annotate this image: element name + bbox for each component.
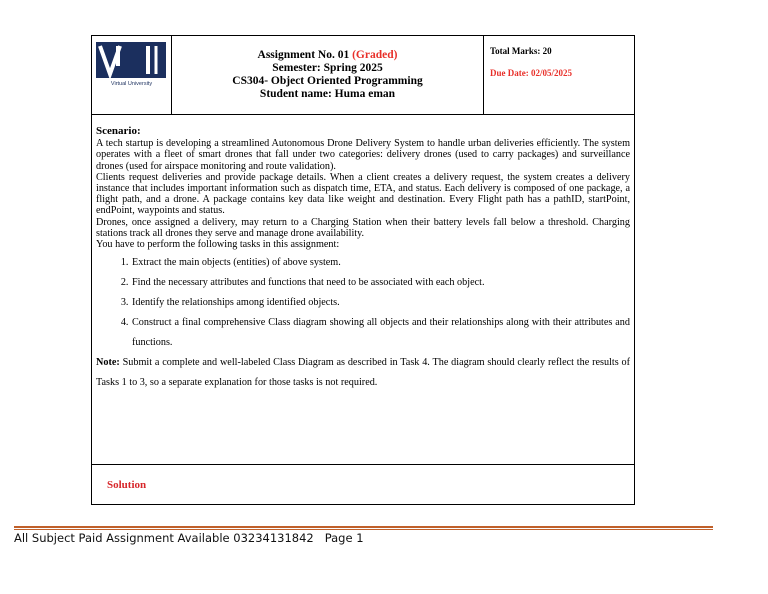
scenario-paragraph: Clients request deliveries and provide package details. When a client creates a delivery request, the system creates a delivery instance that includes important information such as dispatch time, ETA, and status. Each delivery is composed of one package, a flight path, and a drone. A package contains key data like weight and destination. Every Flight path has a pathID, startPoint, endPoint, waypoints and status. [96,171,630,217]
footer-text: All Subject Paid Assignment Available 03234131842 [14,531,314,545]
title-cell [172,36,484,114]
student-name: Student name: Huma eman [259,88,396,100]
vu-logo [96,42,166,78]
scenario-paragraph: You have to perform the following tasks in this assignment: [96,239,340,251]
course-name: CS304- Object Oriented Programming [232,75,423,87]
task-item: 4. Construct a final comprehensive Class diagram showing all objects and their relationships along with their attributes and functions. [131,313,630,353]
task-item: 1. Extract the main objects (entities) of above system. [131,253,630,273]
note [96,353,630,393]
page-number: Page 1 [324,531,364,545]
solution-label: Solution [107,479,147,491]
scenario-heading: Scenario: [96,125,141,137]
semester: Semester: Spring 2025 [272,62,383,74]
assignment-document [91,35,635,505]
assignment-title: Assignment No. 01 (Graded) [257,49,398,61]
scenario-paragraph: Drones, once assigned a delivery, may return to a Charging Station when their battery levels fall below a threshold. Charging stations track all drones they serve and manage drone availability. [96,216,630,239]
note-text: Submit a complete and well-labeled Class Diagram as described in Task 4. The diagram should clearly reflect the results of Tasks 1 to 3, so a separate explanation for those tasks is not required. [96,357,630,389]
task-item: 3. Identify the relationships among identified objects. [131,293,630,313]
logo-caption: Virtual University [110,81,153,87]
solution-row [92,464,634,506]
footer-rule [14,526,713,528]
task-item: 2. Find the necessary attributes and functions that need to be associated with each object. [131,273,630,293]
scenario-paragraph: A tech startup is developing a streamlined Autonomous Drone Delivery System to handle urban deliveries efficiently. The system operates with a fleet of smart drones that fall under two categories: delivery drones (used to carry packages) and surveillance drones (used for airspace monitoring and route validation). [96,138,630,172]
page-footer [14,531,364,545]
header-table [92,36,634,115]
graded-label: (Graded) [352,49,398,61]
task-list [96,253,630,353]
total-marks: Total Marks: 20 [490,46,552,56]
logo-cell [92,36,172,114]
footer-rule [14,529,713,530]
scenario-section [96,126,630,393]
marks-cell [484,36,634,114]
note-label: Note: [96,357,120,369]
due-date: Due Date: 02/05/2025 [490,68,572,78]
